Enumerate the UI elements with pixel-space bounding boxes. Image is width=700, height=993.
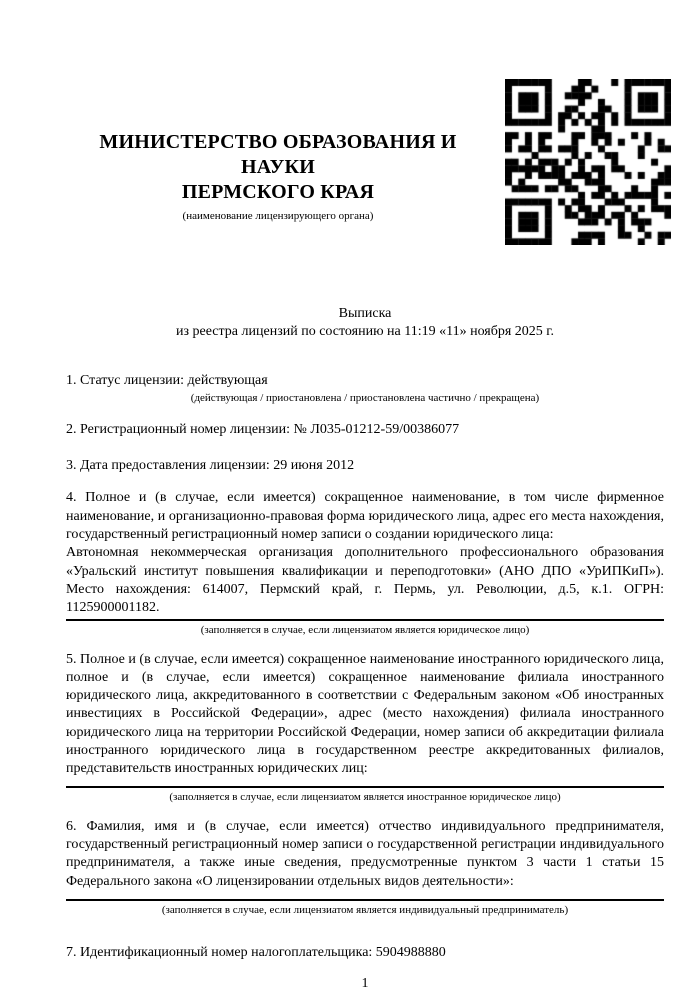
item-legal-entity-heading: 4. Полное и (в случае, если имеется) сокращенное наименование, в том числе фирменное наименование, и организационно-правовая форма юридического лица, адрес его места нахождения, государственный регистрационный номер записи о создании юридического лица: [66, 490, 664, 543]
authority-name-line2: ПЕРМСКОГО КРАЯ [181, 181, 375, 203]
document-title-line1: Выписка [338, 306, 392, 321]
item-foreign-entity-heading: 5. Полное и (в случае, если имеется) сокращенное наименование иностранного юридического лица, полное и (в случае, если имеется) сокращенное наименование филиала иностранного юридического лица, аккредитованного в соответствии с Федеральным законом «Об иностранных инвестициях в Российской Федерации», адрес (место нахождения) филиала иностранного юридического лица на территории Российской Федерации, номер записи об аккредитации филиала иностранного юридического лица в государственном реестре аккредитованных филиалов, представительств иностранных юридических лиц: [66, 651, 664, 777]
item-license-status-caption: (действующая / приостановлена / приостановлена частично / прекращена) [190, 391, 540, 404]
licensing-authority-header [60, 130, 496, 223]
item-entrepreneur-caption: (заполняется в случае, если лицензиатом является индивидуальный предприниматель) [161, 903, 569, 916]
item-legal-entity-value: Автономная некоммерческая организация дополнительного профессионального образования «Уральский институт повышения квалификации и переподготовки» (АНО ДПО «УрИПКиП»). Место нахождения: 614007, Пермский край, г. Пермь, ул. Революции, д.5, к.1. ОГРН: 1125900001182. [66, 545, 664, 616]
page-number: 1 [361, 976, 369, 992]
document-body [66, 305, 664, 993]
item-license-grant-date: 3. Дата предоставления лицензии: 29 июня 2012 [66, 458, 355, 474]
document-title [66, 305, 664, 342]
authority-name-caption: (наименование лицензирующего органа) [182, 210, 374, 222]
authority-name-line1: МИНИСТЕРСТВО ОБРАЗОВАНИЯ И НАУКИ [99, 131, 457, 178]
fill-in-rule-entrepreneur [66, 899, 664, 901]
item-license-status: 1. Статус лицензии: действующая [66, 372, 268, 388]
qr-code [505, 79, 671, 245]
fill-in-rule-foreign-entity [66, 786, 664, 788]
fill-in-rule-legal-entity [66, 619, 664, 621]
item-entrepreneur-heading: 6. Фамилия, имя и (в случае, если имеется) отчество индивидуального предпринимателя, государственный регистрационный номер записи о государственной регистрации индивидуального предпринимателя, а также иные сведения, предусмотренные пунктом 3 части 1 статьи 15 Федерального закона «О лицензировании отдельных видов деятельности»: [66, 818, 664, 889]
document-title-line2: из реестра лицензий по состоянию на 11:19 «11» ноября 2025 г. [176, 324, 554, 340]
item-legal-entity-caption: (заполняется в случае, если лицензиатом является юридическое лицо) [200, 623, 530, 636]
item-foreign-entity-caption: (заполняется в случае, если лицензиатом является иностранное юридическое лицо) [169, 790, 561, 803]
item-registration-number: 2. Регистрационный номер лицензии: № Л035-01212-59/00386077 [66, 421, 460, 437]
item-taxpayer-number: 7. Идентификационный номер налогоплательщика: 5904988880 [66, 944, 446, 960]
